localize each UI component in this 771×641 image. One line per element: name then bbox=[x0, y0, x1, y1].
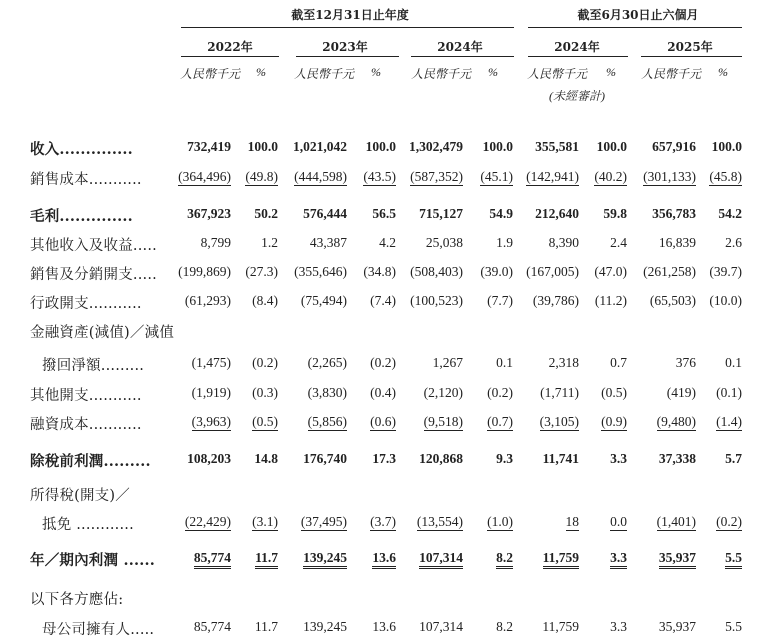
row-label: 收入.............. bbox=[30, 141, 133, 158]
percent-cell: 4.2 bbox=[379, 235, 396, 250]
percent-cell: 11.7 bbox=[254, 619, 278, 634]
six-months-group-header: 截至6月30日止六個月 bbox=[577, 8, 699, 22]
amount-cell: (9,480) bbox=[656, 414, 696, 429]
amount-cell: 355,581 bbox=[535, 139, 579, 154]
full-year-group-rule bbox=[181, 27, 514, 28]
amount-cell: 18 bbox=[565, 514, 579, 529]
row-label: 年／期內利潤 ...... bbox=[30, 552, 155, 569]
amount-cell: 120,868 bbox=[419, 451, 463, 466]
percent-cell: 3.3 bbox=[610, 451, 627, 466]
percent-cell: 0.0 bbox=[610, 514, 627, 529]
amount-cell: 1,267 bbox=[432, 355, 463, 370]
row-label: 毛利.............. bbox=[30, 208, 133, 225]
amount-cell: 11,741 bbox=[542, 451, 579, 466]
row-label: 金融資產(減值)／減值 bbox=[30, 325, 175, 341]
amount-cell: 8,390 bbox=[548, 235, 579, 250]
year-header-2023: 2023年 bbox=[322, 40, 368, 54]
amount-cell: (65,503) bbox=[649, 293, 696, 308]
percent-cell: (49.8) bbox=[245, 169, 278, 184]
row-label: 銷售及分銷開支..... bbox=[30, 267, 157, 283]
amount-cell: (100,523) bbox=[410, 293, 463, 308]
percent-cell: (0.6) bbox=[370, 414, 396, 429]
percent-cell: 5.7 bbox=[725, 451, 742, 466]
percent-cell: 54.9 bbox=[489, 206, 513, 221]
percent-cell: 5.5 bbox=[725, 619, 742, 634]
percent-cell: (7.7) bbox=[487, 293, 513, 308]
percent-cell: 9.3 bbox=[496, 451, 513, 466]
percent-cell: (0.2) bbox=[487, 385, 513, 400]
amount-cell: (39,786) bbox=[532, 293, 579, 308]
percent-cell: (0.5) bbox=[601, 385, 627, 400]
amount-cell: (444,598) bbox=[294, 169, 347, 184]
percent-cell: (40.2) bbox=[594, 169, 627, 184]
amount-cell: 11,759 bbox=[542, 619, 579, 634]
amount-cell: 715,127 bbox=[419, 206, 463, 221]
amount-cell: 11,759 bbox=[499, 550, 579, 566]
amount-cell: 25,038 bbox=[425, 235, 463, 250]
percent-cell: 5.5 bbox=[702, 550, 742, 566]
year-rule-2025-interim bbox=[641, 56, 742, 57]
amount-cell: (355,646) bbox=[294, 264, 347, 279]
percent-cell: (0.1) bbox=[716, 385, 742, 400]
percent-cell: (34.8) bbox=[363, 264, 396, 279]
percent-cell: 100.0 bbox=[247, 139, 278, 154]
row-label: 撥回淨額......... bbox=[42, 358, 145, 374]
row-label: 抵免 ............ bbox=[42, 517, 134, 533]
amount-cell: 107,314 bbox=[419, 619, 463, 634]
percent-cell: 0.1 bbox=[496, 355, 513, 370]
percent-cell: 3.3 bbox=[610, 619, 627, 634]
unit-label-2024-interim: 人民幣千元 bbox=[527, 67, 588, 81]
amount-cell: (142,941) bbox=[526, 169, 579, 184]
percent-cell: 100.0 bbox=[365, 139, 396, 154]
unit-label-2022: 人民幣千元 bbox=[180, 67, 241, 81]
percent-cell: 11.7 bbox=[238, 550, 278, 566]
amount-cell: 657,916 bbox=[652, 139, 696, 154]
amount-cell: 367,923 bbox=[187, 206, 231, 221]
percent-cell: (0.9) bbox=[601, 414, 627, 429]
amount-cell: (587,352) bbox=[410, 169, 463, 184]
amount-cell: (13,554) bbox=[416, 514, 463, 529]
amount-cell: 356,783 bbox=[652, 206, 696, 221]
percent-cell: (45.1) bbox=[480, 169, 513, 184]
percent-cell: (0.3) bbox=[252, 385, 278, 400]
percent-cell: (43.5) bbox=[363, 169, 396, 184]
percent-cell: 56.5 bbox=[372, 206, 396, 221]
unit-label-2024: 人民幣千元 bbox=[411, 67, 472, 81]
pct-label-2024-interim: % bbox=[606, 65, 616, 79]
six-months-group-rule bbox=[528, 27, 742, 28]
amount-cell: (1,919) bbox=[191, 385, 231, 400]
percent-cell: (45.8) bbox=[709, 169, 742, 184]
amount-cell: 8,799 bbox=[200, 235, 231, 250]
percent-cell: (0.2) bbox=[716, 514, 742, 529]
percent-cell: 13.6 bbox=[356, 550, 396, 566]
year-header-2025-interim: 2025年 bbox=[667, 40, 713, 54]
amount-cell: (199,869) bbox=[178, 264, 231, 279]
amount-cell: 85,774 bbox=[193, 619, 231, 634]
amount-cell: 139,245 bbox=[303, 619, 347, 634]
percent-cell: 0.7 bbox=[610, 355, 627, 370]
amount-cell: (364,496) bbox=[178, 169, 231, 184]
percent-cell: (0.5) bbox=[252, 414, 278, 429]
percent-cell: 1.2 bbox=[261, 235, 278, 250]
percent-cell: (0.2) bbox=[252, 355, 278, 370]
amount-cell: 16,839 bbox=[658, 235, 696, 250]
percent-cell: (47.0) bbox=[594, 264, 627, 279]
percent-cell: 3.3 bbox=[587, 550, 627, 566]
percent-cell: 54.2 bbox=[718, 206, 742, 221]
amount-cell: 2,318 bbox=[548, 355, 579, 370]
percent-cell: (0.2) bbox=[370, 355, 396, 370]
percent-cell: (1.0) bbox=[487, 514, 513, 529]
amount-cell: 35,937 bbox=[658, 619, 696, 634]
percent-cell: (10.0) bbox=[709, 293, 742, 308]
percent-cell: 2.4 bbox=[610, 235, 627, 250]
amount-cell: (5,856) bbox=[307, 414, 347, 429]
amount-cell: (167,005) bbox=[526, 264, 579, 279]
percent-cell: 8.2 bbox=[496, 619, 513, 634]
year-rule-2024 bbox=[411, 56, 514, 57]
pct-label-2023: % bbox=[371, 65, 381, 79]
percent-cell: 100.0 bbox=[482, 139, 513, 154]
amount-cell: 176,740 bbox=[303, 451, 347, 466]
amount-cell: (1,475) bbox=[191, 355, 231, 370]
amount-cell: 37,338 bbox=[658, 451, 696, 466]
percent-cell: 2.6 bbox=[725, 235, 742, 250]
percent-cell: 59.8 bbox=[603, 206, 627, 221]
amount-cell: 1,021,042 bbox=[293, 139, 347, 154]
amount-cell: (3,830) bbox=[307, 385, 347, 400]
amount-cell: 376 bbox=[675, 355, 696, 370]
percent-cell: (1.4) bbox=[716, 414, 742, 429]
percent-cell: 50.2 bbox=[254, 206, 278, 221]
percent-cell: (11.2) bbox=[594, 293, 627, 308]
percent-cell: (7.4) bbox=[370, 293, 396, 308]
percent-cell: 8.2 bbox=[473, 550, 513, 566]
row-label: 母公司擁有人..... bbox=[42, 622, 155, 638]
year-rule-2022 bbox=[181, 56, 279, 57]
pct-label-2022: % bbox=[256, 65, 266, 79]
pct-label-2025-interim: % bbox=[718, 65, 728, 79]
year-rule-2024-interim bbox=[528, 56, 628, 57]
amount-cell: 43,387 bbox=[309, 235, 347, 250]
amount-cell: (1,711) bbox=[540, 385, 579, 400]
row-label: 行政開支........... bbox=[30, 296, 142, 312]
amount-cell: (2,120) bbox=[423, 385, 463, 400]
amount-cell: 35,937 bbox=[616, 550, 696, 566]
amount-cell: (3,105) bbox=[539, 414, 579, 429]
year-rule-2023 bbox=[296, 56, 399, 57]
amount-cell: (61,293) bbox=[184, 293, 231, 308]
percent-cell: 1.9 bbox=[496, 235, 513, 250]
amount-cell: (1,401) bbox=[656, 514, 696, 529]
unaudited-note: (未經審計) bbox=[549, 89, 605, 103]
amount-cell: (75,494) bbox=[300, 293, 347, 308]
amount-cell: (261,258) bbox=[643, 264, 696, 279]
percent-cell: 100.0 bbox=[596, 139, 627, 154]
amount-cell: (9,518) bbox=[423, 414, 463, 429]
amount-cell: 85,774 bbox=[151, 550, 231, 566]
percent-cell: (8.4) bbox=[252, 293, 278, 308]
row-label: 融資成本........... bbox=[30, 417, 142, 433]
unit-label-2023: 人民幣千元 bbox=[294, 67, 355, 81]
amount-cell: 107,314 bbox=[383, 550, 463, 566]
row-label: 其他開支........... bbox=[30, 388, 142, 404]
amount-cell: (22,429) bbox=[184, 514, 231, 529]
row-label: 除稅前利潤......... bbox=[30, 453, 151, 470]
amount-cell: 576,444 bbox=[303, 206, 347, 221]
amount-cell: (301,133) bbox=[643, 169, 696, 184]
row-label: 其他收入及收益..... bbox=[30, 238, 157, 254]
percent-cell: (0.4) bbox=[370, 385, 396, 400]
percent-cell: (27.3) bbox=[245, 264, 278, 279]
amount-cell: 732,419 bbox=[187, 139, 231, 154]
unit-label-2025-interim: 人民幣千元 bbox=[641, 67, 702, 81]
amount-cell: 212,640 bbox=[535, 206, 579, 221]
row-label: 銷售成本........... bbox=[30, 172, 142, 188]
amount-cell: 1,302,479 bbox=[409, 139, 463, 154]
amount-cell: (508,403) bbox=[410, 264, 463, 279]
row-label: 所得稅(開支)／ bbox=[30, 488, 130, 504]
percent-cell: (39.7) bbox=[709, 264, 742, 279]
amount-cell: 139,245 bbox=[267, 550, 347, 566]
percent-cell: 14.8 bbox=[254, 451, 278, 466]
row-label: 以下各方應佔: bbox=[30, 592, 124, 608]
percent-cell: (3.1) bbox=[252, 514, 278, 529]
percent-cell: (39.0) bbox=[480, 264, 513, 279]
amount-cell: (419) bbox=[666, 385, 696, 400]
percent-cell: 13.6 bbox=[372, 619, 396, 634]
full-year-group-header: 截至12月31日止年度 bbox=[291, 8, 409, 22]
percent-cell: 17.3 bbox=[372, 451, 396, 466]
year-header-2024: 2024年 bbox=[437, 40, 483, 54]
amount-cell: 108,203 bbox=[187, 451, 231, 466]
percent-cell: (0.7) bbox=[487, 414, 513, 429]
amount-cell: (3,963) bbox=[191, 414, 231, 429]
year-header-2024-interim: 2024年 bbox=[554, 40, 600, 54]
percent-cell: 100.0 bbox=[711, 139, 742, 154]
year-header-2022: 2022年 bbox=[207, 40, 253, 54]
percent-cell: 0.1 bbox=[725, 355, 742, 370]
percent-cell: (3.7) bbox=[370, 514, 396, 529]
amount-cell: (37,495) bbox=[300, 514, 347, 529]
amount-cell: (2,265) bbox=[307, 355, 347, 370]
pct-label-2024: % bbox=[488, 65, 498, 79]
